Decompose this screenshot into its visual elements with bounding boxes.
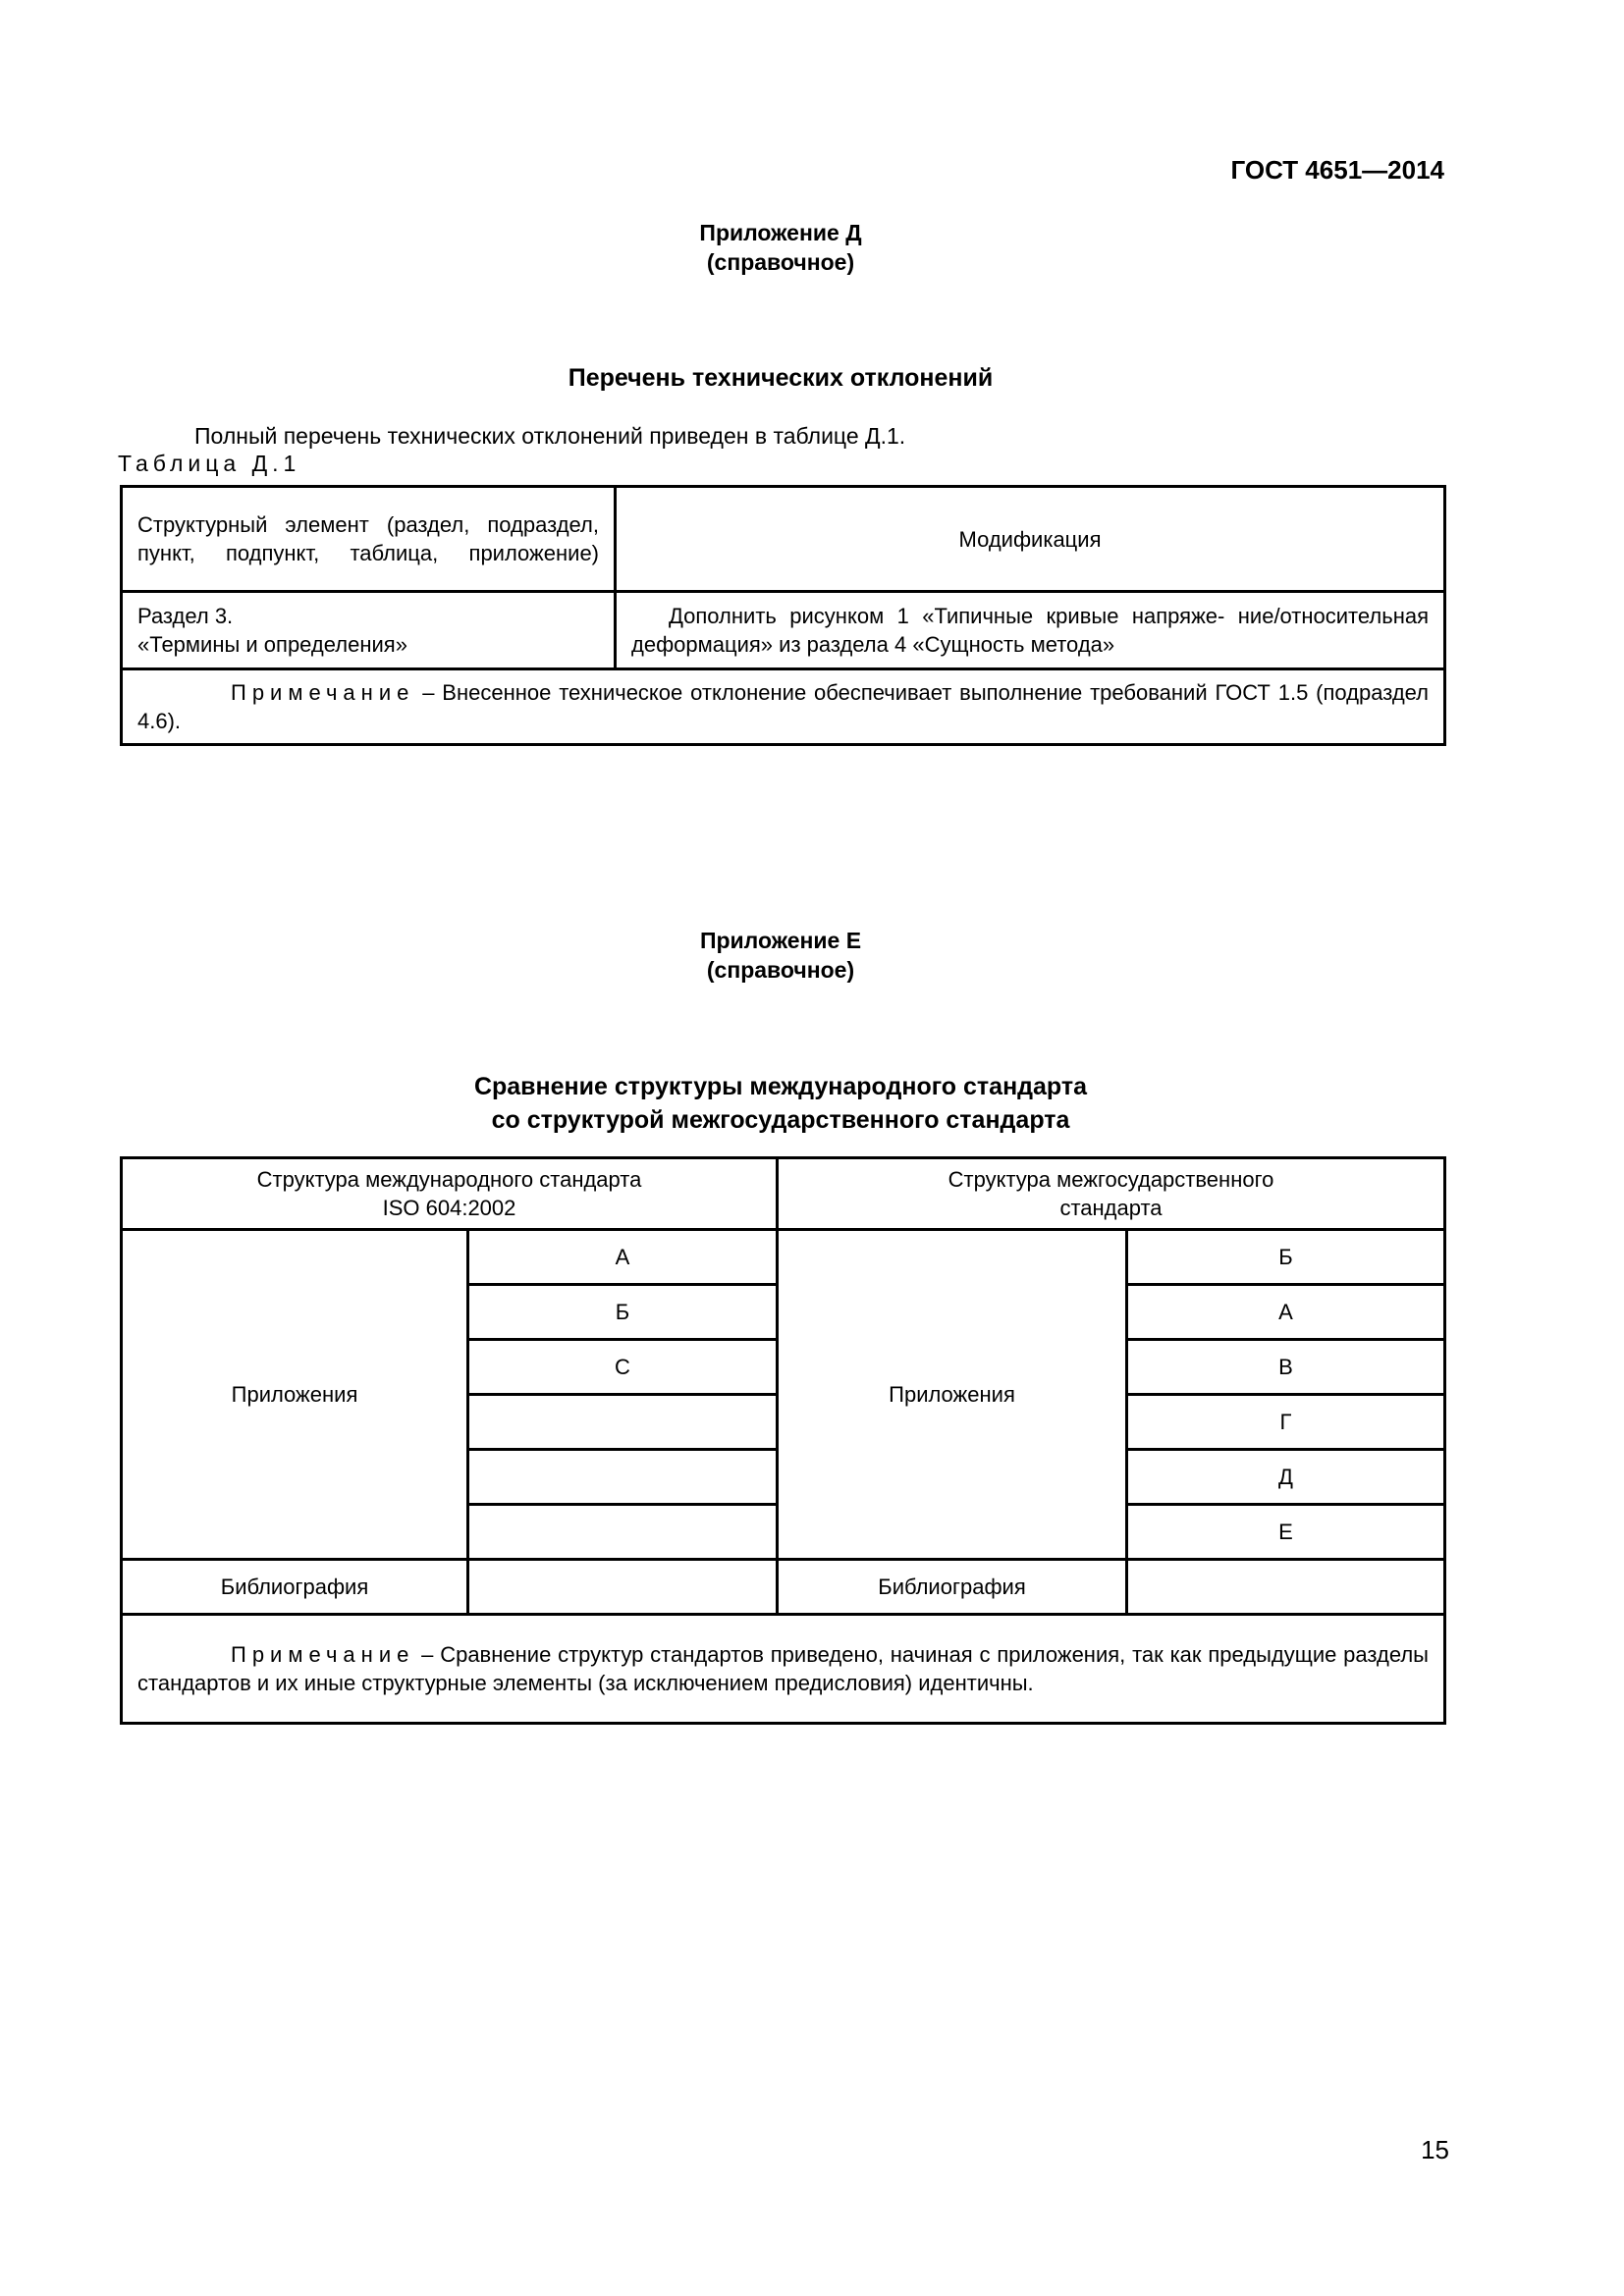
- table-d1-header-modification: Модификация: [616, 487, 1445, 592]
- table-row: [122, 669, 1445, 745]
- table-row: [122, 1158, 1445, 1230]
- table-row: [122, 487, 1445, 592]
- annex-d-heading: Приложение Д: [699, 220, 862, 245]
- header-interstate-structure: Структура межгосударственного стандарта: [778, 1158, 1445, 1230]
- annex-d-heading-block: [0, 218, 1561, 277]
- right-annex-item: А: [1127, 1285, 1445, 1340]
- document-code: ГОСТ 4651—2014: [1230, 155, 1444, 185]
- left-annex-item: [468, 1395, 778, 1450]
- table-d1-cell-modification: Дополнить рисунком 1 «Типичные кривые напряже- ние/относительная деформация» из раздела 4 «Сущность метода»: [616, 592, 1445, 669]
- table-comparison-note: Примечание – Сравнение структур стандартов приведено, начиная с приложения, так как предыдущие разделы стандартов и их иные структурные элементы (за исключением предисловия) идентичны.: [122, 1615, 1445, 1724]
- table-d1-header-structure: Структурный элемент (раздел, подраздел, пункт, подпункт, таблица, приложение): [122, 487, 616, 592]
- right-annexes-label: Приложения: [778, 1230, 1127, 1560]
- left-annex-item: Б: [468, 1285, 778, 1340]
- annex-e-title: Сравнение структуры международного стандарта со структурой межгосударственного стандарта: [473, 1073, 1088, 1134]
- left-annex-item: [468, 1505, 778, 1560]
- table-d1-note: Примечание – Внесенное техническое отклонение обеспечивает выполнение требований ГОСТ 1.5 (подраздел 4.6).: [122, 669, 1445, 745]
- right-bibliography: Библиография: [778, 1560, 1127, 1615]
- right-annex-item: Е: [1127, 1505, 1445, 1560]
- left-annex-item: [468, 1450, 778, 1505]
- left-annexes-label: Приложения: [122, 1230, 468, 1560]
- annex-d-title: Перечень технических отклонений: [568, 364, 994, 392]
- right-bibliography-value: [1127, 1560, 1445, 1615]
- right-annex-item: В: [1127, 1340, 1445, 1395]
- table-row: [122, 1230, 1445, 1285]
- annex-d-intro: Полный перечень технических отклонений приведен в таблице Д.1.: [194, 423, 906, 449]
- right-annex-item: Д: [1127, 1450, 1445, 1505]
- annex-e-heading: Приложение Е: [699, 928, 862, 953]
- right-annex-item: Б: [1127, 1230, 1445, 1285]
- annex-e-heading-block: [0, 926, 1561, 985]
- table-structure-comparison: [120, 1156, 1446, 1725]
- header-international-structure: Структура международного стандарта ISO 604:2002: [122, 1158, 778, 1230]
- annex-d-status: (справочное): [706, 249, 855, 275]
- left-annex-item: С: [468, 1340, 778, 1395]
- annex-e-status: (справочное): [706, 957, 855, 983]
- table-row: [122, 1560, 1445, 1615]
- left-bibliography: Библиография: [122, 1560, 468, 1615]
- table-d1: [120, 485, 1446, 746]
- left-annex-item: А: [468, 1230, 778, 1285]
- left-bibliography-value: [468, 1560, 778, 1615]
- right-annex-item: Г: [1127, 1395, 1445, 1450]
- table-d1-cell-section: Раздел 3. «Термины и определения»: [122, 592, 616, 669]
- table-d1-label: Таблица Д.1: [118, 451, 301, 476]
- note-prefix: Примечание: [231, 680, 415, 705]
- table-row: [122, 592, 1445, 669]
- page-number: 15: [1421, 2135, 1449, 2164]
- note-prefix: Примечание: [231, 1642, 415, 1667]
- table-row: [122, 1615, 1445, 1724]
